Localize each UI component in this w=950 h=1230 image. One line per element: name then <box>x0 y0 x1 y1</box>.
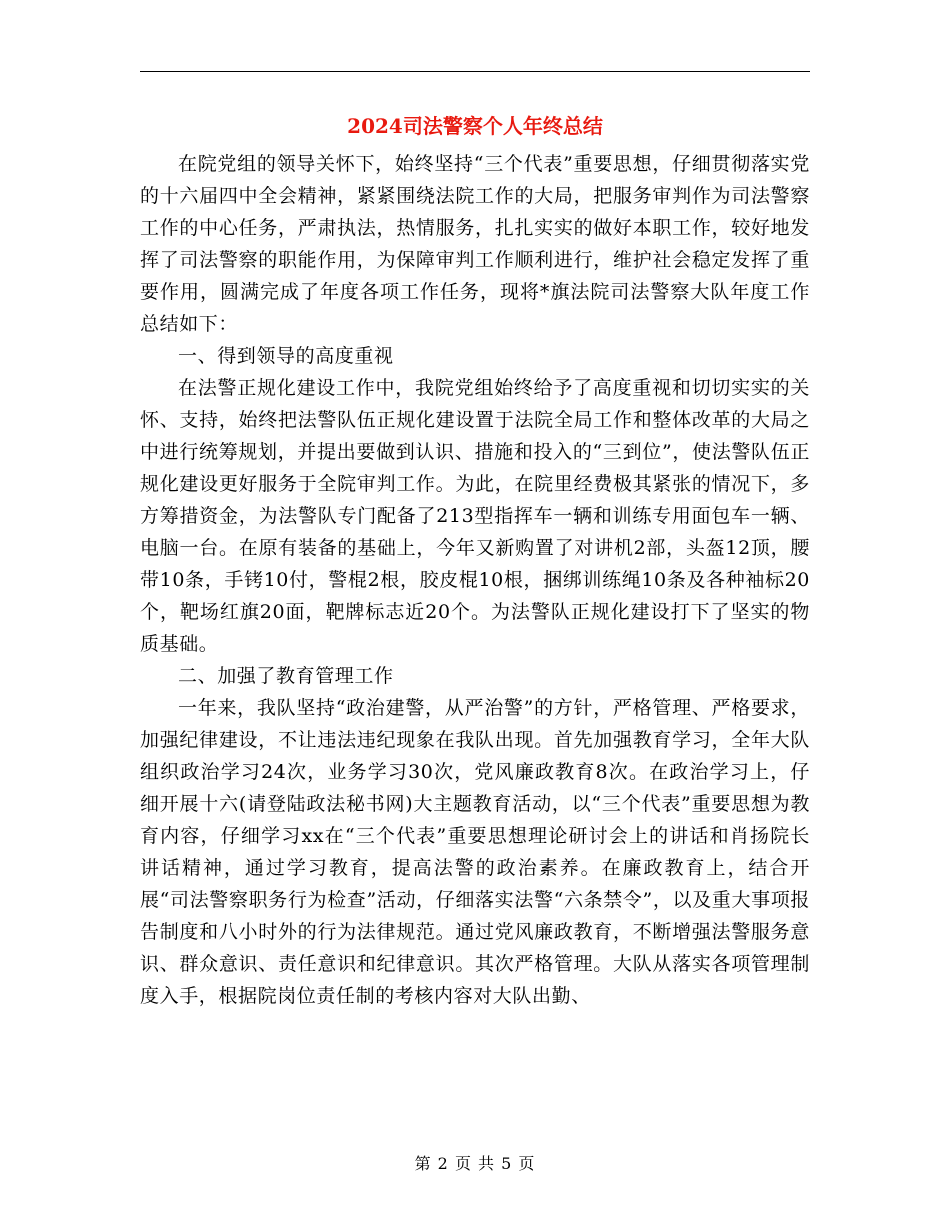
document-body <box>140 148 810 1012</box>
paragraph-section-1: 在法警正规化建设工作中，我院党组始终给予了高度重视和切切实实的关怀、支持，始终把法警队伍正规化建设置于法院全局工作和整体改革的大局之中进行统筹规划，并提出要做到认识、措施和投入的“三到位”，使法警队伍正规化建设更好服务于全院审判工作。为此，在院里经费极其紧张的情况下，多方筹措资金，为法警队专门配备了213型指挥车一辆和训练专用面包车一辆、电脑一台。在原有装备的基础上，今年又新购置了对讲机2部，头盔12顶，腰带10条，手铐10付，警棍2根，胶皮棍10根，捆绑训练绳10条及各种袖标20个，靶场红旗20面，靶牌标志近20个。为法警队正规化建设打下了坚实的物质基础。 <box>140 377 810 655</box>
paragraph-intro: 在院党组的领导关怀下，始终坚持“三个代表”重要思想，仔细贯彻落实党的十六届四中全会精神，紧紧围绕法院工作的大局，把服务审判作为司法警察工作的中心任务，严肃执法，热情服务，扎扎实实的做好本职工作，较好地发挥了司法警察的职能作用，为保障审判工作顺利进行，维护社会稳定发挥了重要作用，圆满完成了年度各项工作任务，现将*旗法院司法警察大队年度工作总结如下： <box>140 153 810 335</box>
paragraph-section-2: 一年来，我队坚持“政治建警，从严治警”的方针，严格管理、严格要求，加强纪律建设，不让违法违纪现象在我队出现。首先加强教育学习，全年大队组织政治学习24次，业务学习30次，党风廉政教育8次。在政治学习上，仔细开展十六(请登陆政法秘书网)大主题教育活动，以“三个代表”重要思想为教育内容，仔细学习xx在“三个代表”重要思想理论研讨会上的讲话和肖扬院长讲话精神，通过学习教育，提高法警的政治素养。在廉政教育上，结合开展“司法警察职务行为检查”活动，仔细落实法警“六条禁令”，以及重大事项报告制度和八小时外的行为法律规范。通过党风廉政教育，不断增强法警服务意识、群众意识、责任意识和纪律意识。其次严格管理。大队从落实各项管理制度入手，根据院岗位责任制的考核内容对大队出勤、 <box>140 697 810 1007</box>
section-heading-2: 二、加强了教育管理工作 <box>178 665 394 687</box>
document-title: 2024司法警察个人年终总结 <box>347 114 603 138</box>
section-heading-1: 一、得到领导的高度重视 <box>178 345 394 367</box>
page-number: 第 2 页 共 5 页 <box>414 1154 536 1173</box>
header-rule <box>140 71 810 72</box>
